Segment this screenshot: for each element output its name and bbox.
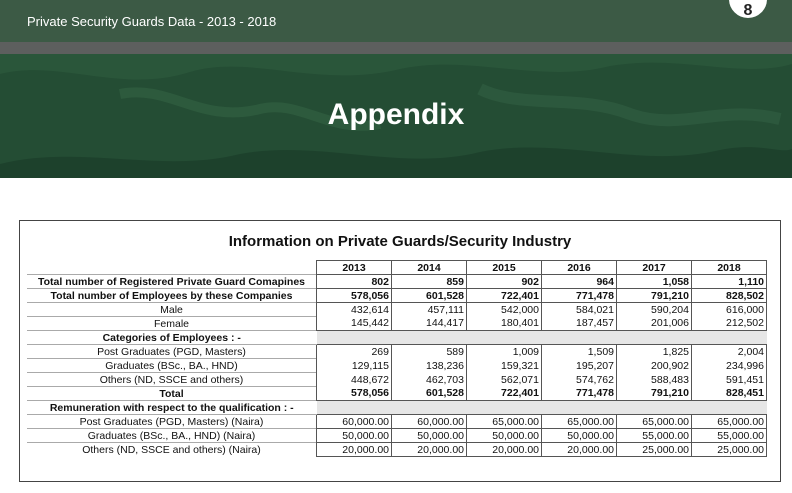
table-row	[27, 443, 767, 457]
value-cell: 234,996	[692, 359, 767, 373]
value-cell: 722,401	[467, 289, 542, 303]
value-cell: 138,236	[392, 359, 467, 373]
value-cell: 50,000.00	[467, 429, 542, 443]
value-cell: 180,401	[467, 317, 542, 331]
value-cell: 65,000.00	[617, 415, 692, 429]
row-label: Others (ND, SSCE and others)	[27, 373, 317, 387]
value-cell: 50,000.00	[317, 429, 392, 443]
value-cell: 60,000.00	[392, 415, 467, 429]
value-cell: 55,000.00	[617, 429, 692, 443]
value-cell: 50,000.00	[392, 429, 467, 443]
value-cell: 828,451	[692, 387, 767, 401]
value-cell: 791,210	[617, 387, 692, 401]
value-cell: 201,006	[617, 317, 692, 331]
value-cell: 964	[542, 275, 617, 289]
value-cell: 859	[392, 275, 467, 289]
header-bar	[0, 0, 792, 42]
value-cell: 20,000.00	[542, 443, 617, 457]
header-label-cell	[27, 261, 317, 275]
value-cell: 542,000	[467, 303, 542, 317]
value-cell: 2,004	[692, 345, 767, 359]
table-row	[27, 429, 767, 443]
table-row	[27, 401, 767, 415]
value-cell: 65,000.00	[542, 415, 617, 429]
table-row	[27, 275, 767, 289]
value-cell: 601,528	[392, 387, 467, 401]
value-cell: 588,483	[617, 373, 692, 387]
value-cell: 60,000.00	[317, 415, 392, 429]
value-cell: 432,614	[317, 303, 392, 317]
value-cell: 25,000.00	[692, 443, 767, 457]
row-label: Total number of Employees by these Companies	[27, 289, 317, 303]
row-label: Graduates (BSc., BA., HND)	[27, 359, 317, 373]
page-number-badge: 8	[727, 0, 769, 20]
security-data-table	[27, 260, 767, 457]
value-cell: 269	[317, 345, 392, 359]
row-label: Total number of Registered Private Guard Comapines	[27, 275, 317, 289]
value-cell: 212,502	[692, 317, 767, 331]
table-title: Information on Private Guards/Security Industry	[228, 233, 572, 250]
value-cell: 1,009	[467, 345, 542, 359]
table-header-row	[27, 261, 767, 275]
value-cell: 65,000.00	[467, 415, 542, 429]
row-label: Post Graduates (PGD, Masters) (Naira)	[27, 415, 317, 429]
value-cell: 802	[317, 275, 392, 289]
value-cell: 20,000.00	[467, 443, 542, 457]
row-label: Categories of Employees : -	[27, 331, 317, 345]
value-cell: 159,321	[467, 359, 542, 373]
value-cell: 828,502	[692, 289, 767, 303]
value-cell: 448,672	[317, 373, 392, 387]
table-row	[27, 415, 767, 429]
table-row	[27, 359, 767, 373]
row-label: Female	[27, 317, 317, 331]
value-cell: 902	[467, 275, 542, 289]
section-filler	[317, 331, 767, 345]
value-cell: 590,204	[617, 303, 692, 317]
value-cell: 578,056	[317, 387, 392, 401]
table-body	[27, 261, 767, 457]
table-row	[27, 387, 767, 401]
value-cell: 1,058	[617, 275, 692, 289]
value-cell: 601,528	[392, 289, 467, 303]
table-row	[27, 303, 767, 317]
row-label: Total	[27, 387, 317, 401]
row-label: Others (ND, SSCE and others) (Naira)	[27, 443, 317, 457]
value-cell: 791,210	[617, 289, 692, 303]
value-cell: 20,000.00	[392, 443, 467, 457]
row-label: Graduates (BSc., BA., HND) (Naira)	[27, 429, 317, 443]
year-header: 2015	[467, 261, 542, 275]
header-divider	[0, 42, 792, 54]
value-cell: 589	[392, 345, 467, 359]
value-cell: 616,000	[692, 303, 767, 317]
row-label: Post Graduates (PGD, Masters)	[27, 345, 317, 359]
table-row	[27, 289, 767, 303]
value-cell: 591,451	[692, 373, 767, 387]
value-cell: 722,401	[467, 387, 542, 401]
value-cell: 129,115	[317, 359, 392, 373]
table-row	[27, 331, 767, 345]
value-cell: 187,457	[542, 317, 617, 331]
appendix-banner	[0, 54, 792, 178]
value-cell: 574,762	[542, 373, 617, 387]
value-cell: 195,207	[542, 359, 617, 373]
value-cell: 25,000.00	[617, 443, 692, 457]
year-header: 2014	[392, 261, 467, 275]
value-cell: 145,442	[317, 317, 392, 331]
value-cell: 584,021	[542, 303, 617, 317]
value-cell: 1,110	[692, 275, 767, 289]
year-header: 2017	[617, 261, 692, 275]
row-label: Male	[27, 303, 317, 317]
value-cell: 55,000.00	[692, 429, 767, 443]
value-cell: 771,478	[542, 387, 617, 401]
value-cell: 144,417	[392, 317, 467, 331]
value-cell: 1,509	[542, 345, 617, 359]
value-cell: 50,000.00	[542, 429, 617, 443]
value-cell: 1,825	[617, 345, 692, 359]
value-cell: 771,478	[542, 289, 617, 303]
document-title: Private Security Guards Data - 2013 - 2018	[27, 14, 277, 29]
table-row	[27, 317, 767, 331]
table-row	[27, 373, 767, 387]
value-cell: 200,902	[617, 359, 692, 373]
value-cell: 462,703	[392, 373, 467, 387]
table-row	[27, 345, 767, 359]
value-cell: 65,000.00	[692, 415, 767, 429]
year-header: 2016	[542, 261, 617, 275]
section-filler	[317, 401, 767, 415]
value-cell: 562,071	[467, 373, 542, 387]
year-header: 2013	[317, 261, 392, 275]
appendix-heading: Appendix	[327, 98, 465, 131]
row-label: Remuneration with respect to the qualification : -	[27, 401, 317, 415]
value-cell: 457,111	[392, 303, 467, 317]
value-cell: 20,000.00	[317, 443, 392, 457]
value-cell: 578,056	[317, 289, 392, 303]
year-header: 2018	[692, 261, 767, 275]
